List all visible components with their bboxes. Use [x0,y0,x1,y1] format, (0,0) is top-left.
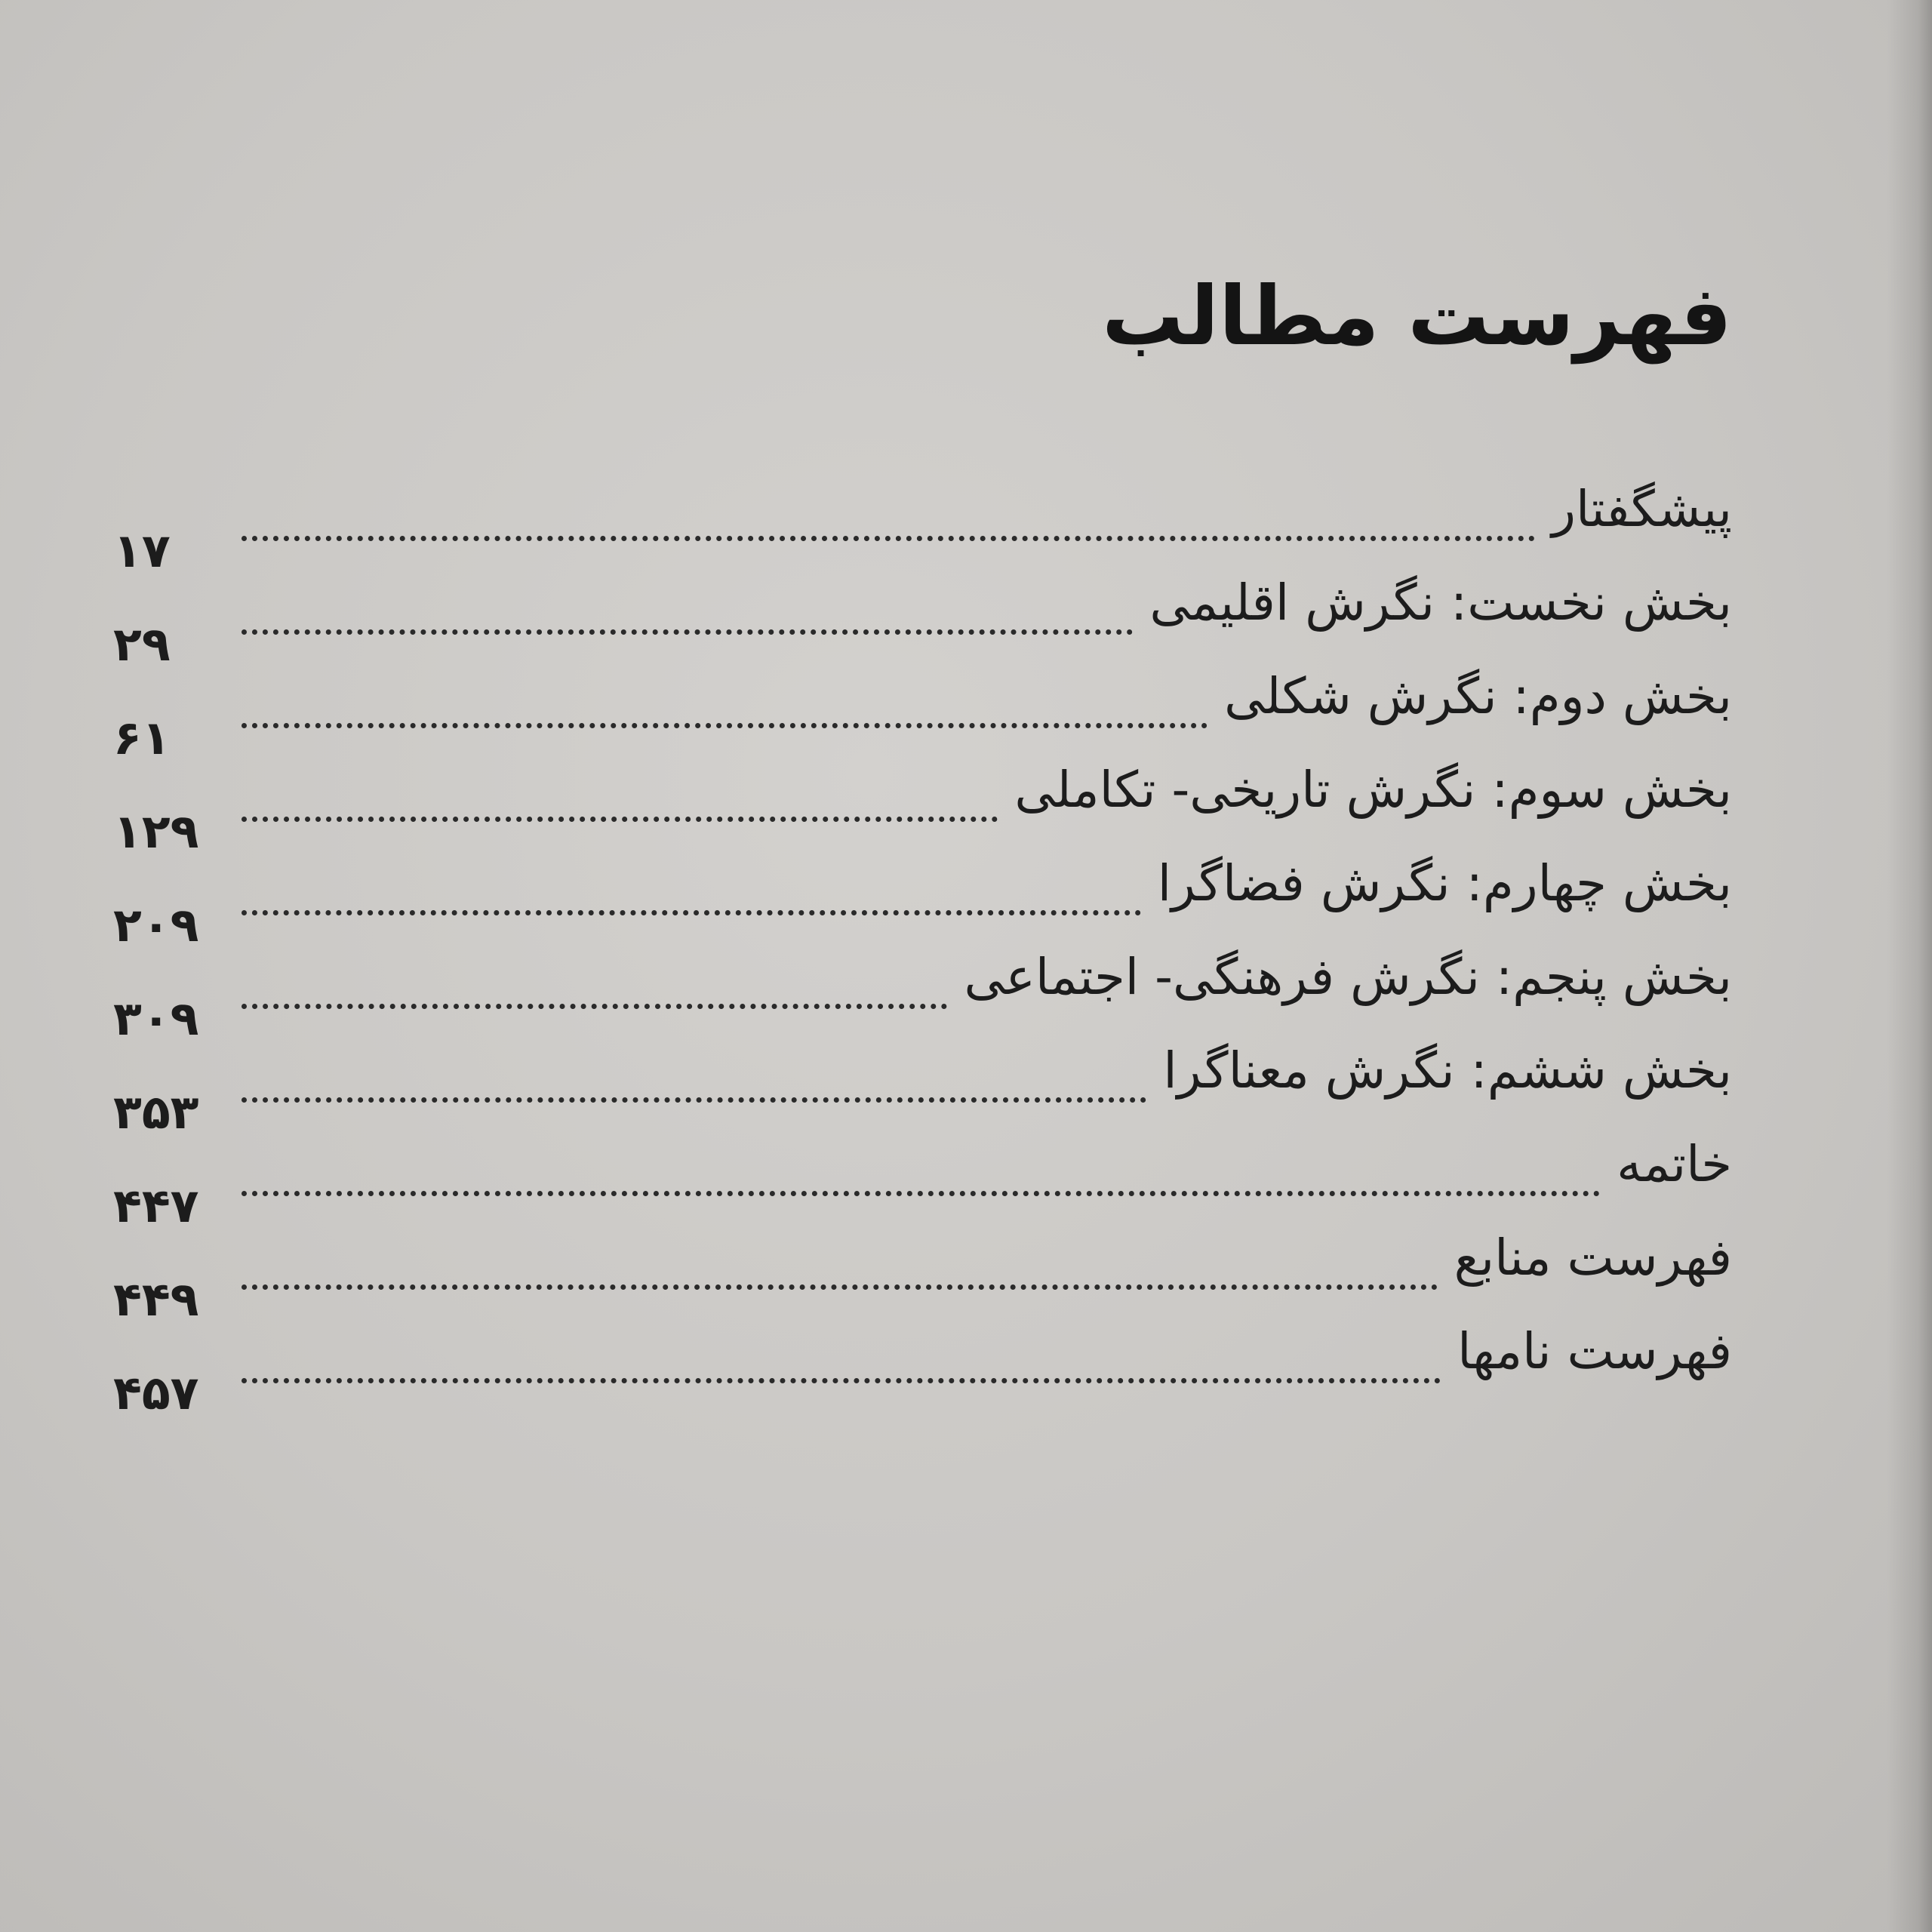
toc-page-number: ۴۵۷ [113,1365,199,1420]
toc-entry [113,475,1732,578]
dot-leader [242,1284,1438,1290]
toc-entry [113,663,1732,765]
toc-entry [113,756,1732,859]
toc-entry-title: خاتمه [1617,1135,1732,1193]
toc-page-number: ۲۰۹ [113,897,199,952]
toc-entry-title: بخش دوم: نگرش شکلی [1224,667,1732,725]
page-title: فهرست مطالب [1102,269,1732,364]
dot-leader [242,536,1535,541]
toc-entry-title: فهرست منابع [1454,1229,1732,1287]
toc-entry [113,1318,1732,1420]
toc-page-number: ۶۱ [113,710,171,765]
toc-page-number: ۳۵۳ [113,1084,199,1140]
toc-page-number: ۱۷ [113,523,171,578]
dot-leader [242,1004,947,1009]
toc-entry-title: بخش پنجم: نگرش فرهنگی- اجتماعی [964,948,1732,1006]
dot-leader [242,723,1208,728]
toc-page-number: ۳۰۹ [113,991,199,1046]
dot-leader [242,1191,1600,1196]
dot-leader [242,1097,1146,1103]
page-edge-shadow [1887,0,1932,1932]
toc-entry-title: بخش چهارم: نگرش فضاگرا [1157,854,1732,912]
toc-entry-title: فهرست نامها [1457,1322,1732,1380]
dot-leader [242,1378,1441,1383]
table-of-contents [113,475,1732,1420]
toc-page-number: ۴۴۹ [113,1272,199,1327]
toc-entry [113,1037,1732,1140]
toc-entry [113,569,1732,672]
toc-entry [113,943,1732,1046]
toc-entry-title: بخش سوم: نگرش تاریخی- تکاملی [1014,761,1732,819]
toc-page-number: ۲۹ [113,617,171,672]
toc-entry [113,1224,1732,1327]
toc-entry-title: بخش نخست: نگرش اقلیمی [1149,574,1732,632]
toc-entry-title: بخش ششم: نگرش معناگرا [1163,1041,1732,1100]
dot-leader [242,910,1141,915]
dot-leader [242,629,1133,635]
dot-leader [242,817,998,822]
toc-page-number: ۴۴۷ [113,1178,199,1233]
toc-entry-title: پیشگفتار [1552,480,1732,538]
toc-entry [113,1131,1732,1233]
toc-entry [113,850,1732,952]
toc-page-number: ۱۲۹ [113,804,199,859]
